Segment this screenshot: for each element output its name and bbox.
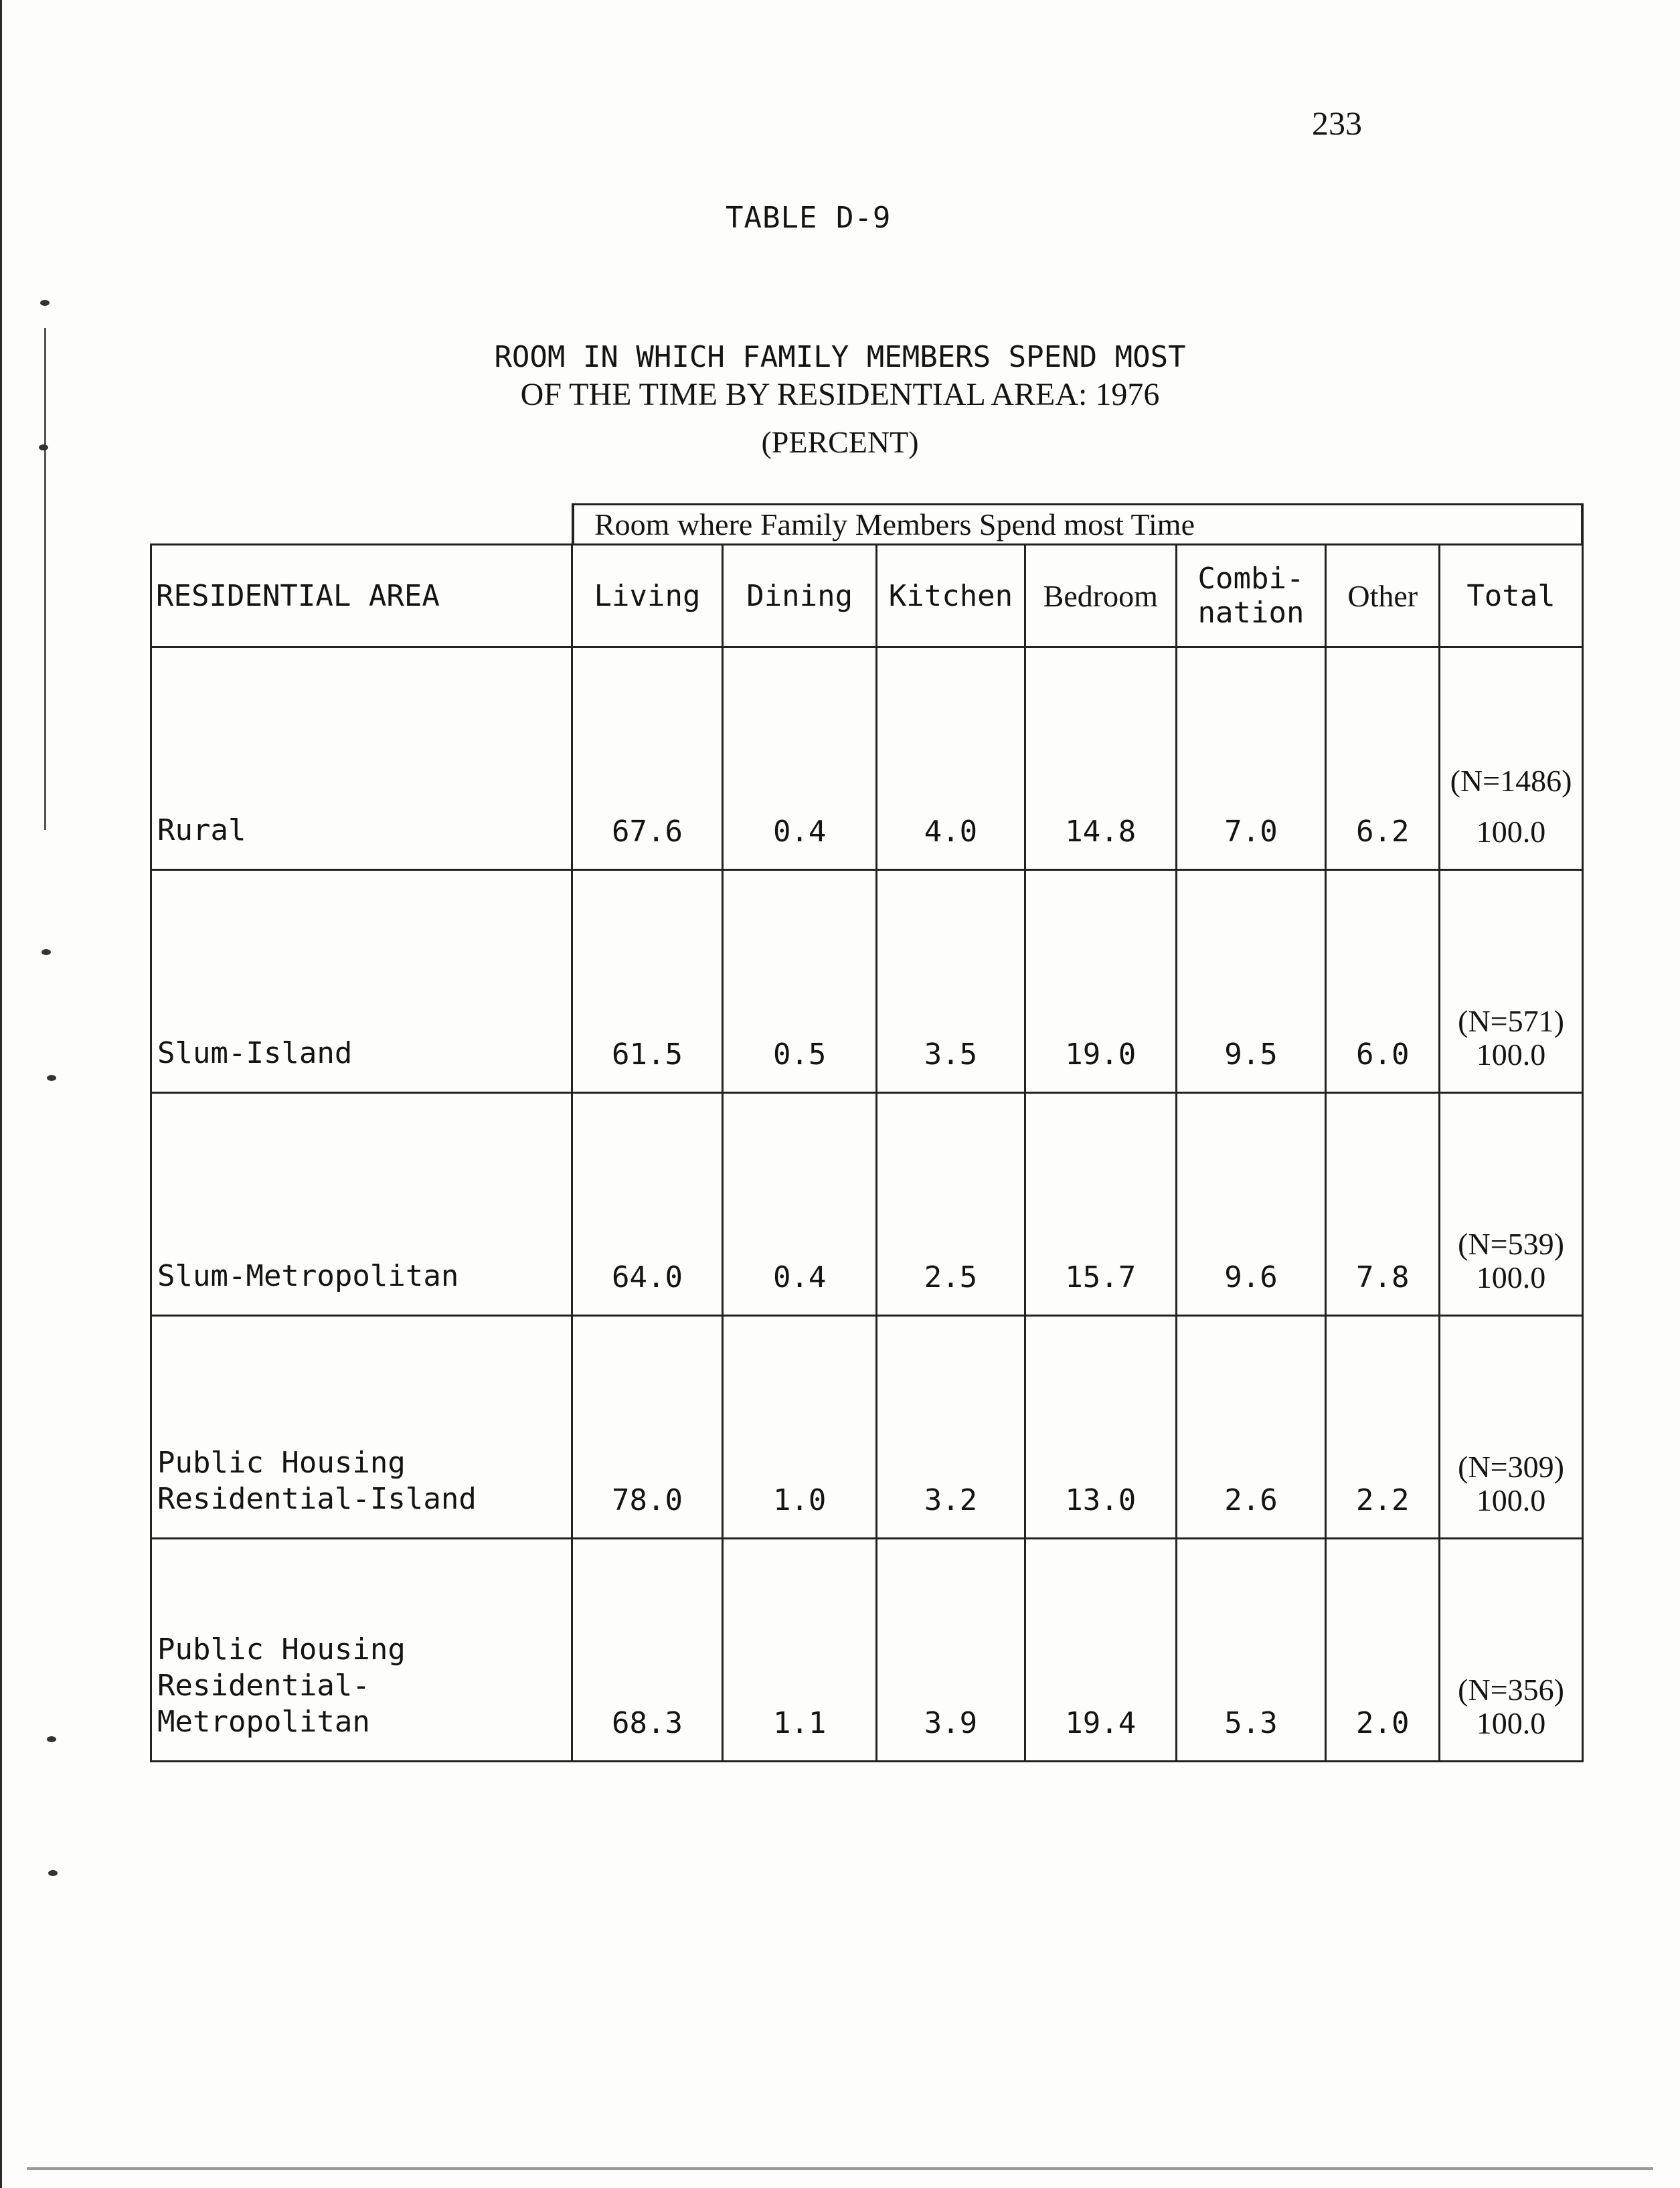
speck bbox=[47, 1736, 56, 1742]
cell-combination: 7.0 bbox=[1176, 647, 1326, 870]
cell-combination: 9.6 bbox=[1176, 1093, 1326, 1316]
cell-dining: 0.4 bbox=[723, 647, 877, 870]
table-label: TABLE D-9 bbox=[726, 201, 892, 235]
area-line-1: Public Housing bbox=[157, 1632, 406, 1667]
cell-total bbox=[1440, 870, 1583, 1093]
data-table bbox=[150, 543, 1584, 1762]
cell-dining: 1.0 bbox=[723, 1316, 877, 1539]
cell-combination: 2.6 bbox=[1176, 1316, 1326, 1539]
total-n: (N=1486) bbox=[1450, 764, 1572, 798]
cell-other: 6.0 bbox=[1326, 870, 1440, 1093]
header-living: Living bbox=[572, 545, 723, 647]
table-row bbox=[151, 870, 1583, 1093]
cell-area bbox=[151, 1093, 572, 1316]
cell-kitchen: 2.5 bbox=[877, 1093, 1025, 1316]
title-line-2: OF THE TIME BY RESIDENTIAL AREA: 1976 bbox=[520, 377, 1160, 412]
header-row bbox=[151, 545, 1583, 647]
area-line-2: Residential-Island bbox=[157, 1482, 477, 1516]
cell-kitchen: 4.0 bbox=[877, 647, 1025, 870]
header-bedroom: Bedroom bbox=[1025, 545, 1176, 647]
table-row bbox=[151, 647, 1583, 870]
header-combination bbox=[1176, 545, 1326, 647]
area-line-1: Slum-Island bbox=[157, 1036, 353, 1070]
cell-other: 6.2 bbox=[1326, 647, 1440, 870]
header-other: Other bbox=[1326, 545, 1440, 647]
cell-total bbox=[1440, 1539, 1583, 1762]
cell-bedroom: 14.8 bbox=[1025, 647, 1176, 870]
cell-living: 68.3 bbox=[572, 1539, 723, 1762]
table-row bbox=[151, 1316, 1583, 1539]
speck bbox=[48, 1870, 58, 1876]
cell-dining: 0.4 bbox=[723, 1093, 877, 1316]
total-value: 100.0 bbox=[1476, 815, 1546, 849]
cell-other: 7.8 bbox=[1326, 1093, 1440, 1316]
cell-area bbox=[151, 870, 572, 1093]
cell-living: 78.0 bbox=[572, 1316, 723, 1539]
speck bbox=[40, 300, 50, 306]
cell-total bbox=[1440, 1093, 1583, 1316]
cell-bedroom: 19.4 bbox=[1025, 1539, 1176, 1762]
cell-kitchen: 3.9 bbox=[877, 1539, 1025, 1762]
total-value: 100.0 bbox=[1476, 1260, 1546, 1294]
cell-bedroom: 15.7 bbox=[1025, 1093, 1176, 1316]
header-residential-area: RESIDENTIAL AREA bbox=[151, 545, 572, 647]
total-value: 100.0 bbox=[1476, 1706, 1546, 1740]
page-number: 233 bbox=[1312, 104, 1362, 142]
header-kitchen: Kitchen bbox=[877, 545, 1025, 647]
header-dining: Dining bbox=[723, 545, 877, 647]
cell-area bbox=[151, 1539, 572, 1762]
spanner-label: Room where Family Members Spend most Time bbox=[594, 507, 1195, 541]
area-line-1: Rural bbox=[157, 813, 246, 847]
total-value: 100.0 bbox=[1476, 1037, 1546, 1072]
cell-other: 2.2 bbox=[1326, 1316, 1440, 1539]
header-combination-line-1: Combi- bbox=[1197, 562, 1305, 596]
cell-total bbox=[1440, 647, 1583, 870]
cell-living: 67.6 bbox=[572, 647, 723, 870]
cell-area bbox=[151, 647, 572, 870]
cell-area bbox=[151, 1316, 572, 1539]
header-total: Total bbox=[1440, 545, 1583, 647]
title-line-1: ROOM IN WHICH FAMILY MEMBERS SPEND MOST bbox=[494, 340, 1186, 374]
total-value: 100.0 bbox=[1476, 1483, 1546, 1517]
cell-kitchen: 3.5 bbox=[877, 870, 1025, 1093]
table-subtitle: (PERCENT) bbox=[761, 425, 919, 459]
cell-kitchen: 3.2 bbox=[877, 1316, 1025, 1539]
area-line-1: Public Housing bbox=[157, 1446, 406, 1480]
speck bbox=[41, 949, 51, 955]
area-line-2: Residential-Metropolitan bbox=[157, 1669, 370, 1739]
header-combination-line-2: nation bbox=[1197, 596, 1305, 630]
total-n: (N=571) bbox=[1458, 1004, 1564, 1038]
column-spanner bbox=[572, 503, 1584, 543]
cell-bedroom: 19.0 bbox=[1025, 870, 1176, 1093]
speck bbox=[47, 1075, 56, 1081]
table-title bbox=[0, 339, 1680, 414]
cell-combination: 9.5 bbox=[1176, 870, 1326, 1093]
total-n: (N=539) bbox=[1458, 1227, 1564, 1261]
cell-combination: 5.3 bbox=[1176, 1539, 1326, 1762]
cell-living: 61.5 bbox=[572, 870, 723, 1093]
cell-living: 64.0 bbox=[572, 1093, 723, 1316]
cell-dining: 0.5 bbox=[723, 870, 877, 1093]
area-line-1: Slum-Metropolitan bbox=[157, 1259, 459, 1293]
table-row bbox=[151, 1539, 1583, 1762]
table-row bbox=[151, 1093, 1583, 1316]
bottom-rule bbox=[27, 2167, 1653, 2170]
cell-total bbox=[1440, 1316, 1583, 1539]
total-n: (N=309) bbox=[1458, 1450, 1564, 1484]
cell-other: 2.0 bbox=[1326, 1539, 1440, 1762]
total-n: (N=356) bbox=[1458, 1673, 1564, 1707]
cell-dining: 1.1 bbox=[723, 1539, 877, 1762]
cell-bedroom: 13.0 bbox=[1025, 1316, 1176, 1539]
